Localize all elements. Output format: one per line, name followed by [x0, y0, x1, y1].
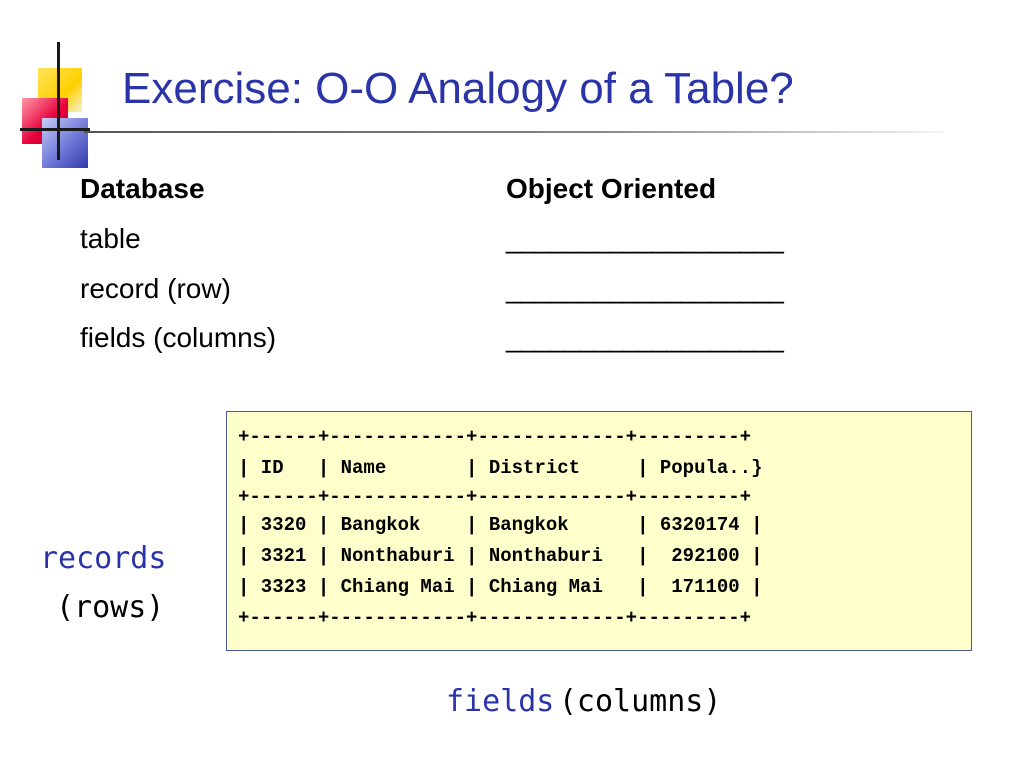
- decorative-blue-square: [42, 118, 88, 168]
- table-row: | 3323 | Chiang Mai | Chiang Mai | 171100 |: [238, 576, 763, 598]
- rows-label: (rows): [56, 590, 165, 625]
- decorative-vertical-line: [57, 42, 60, 160]
- blank-answer-fields: ___________________: [506, 322, 783, 353]
- row-label-fields: fields (columns): [80, 322, 277, 353]
- columns-label: (columns): [558, 684, 722, 719]
- table-header-row: | ID | Name | District | Popula..}: [238, 457, 763, 479]
- header-database: Database: [80, 173, 205, 204]
- fields-label: fields: [446, 684, 555, 719]
- table-row: | 3321 | Nonthaburi | Nonthaburi | 292100 |: [238, 545, 763, 567]
- fields-annotation: [446, 684, 721, 719]
- header-object-oriented: Object Oriented: [506, 173, 717, 204]
- decorative-horizontal-line: [20, 128, 90, 131]
- blank-answer-table: ___________________: [506, 223, 783, 254]
- table-border-mid: +------+------------+-------------+---------+: [238, 486, 752, 508]
- row-label-record: record (row): [80, 273, 231, 304]
- row-label-table: table: [80, 223, 141, 254]
- sql-result-table: [226, 411, 972, 651]
- blank-answer-record: ___________________: [506, 273, 783, 304]
- slide-title: Exercise: O-O Analogy of a Table?: [122, 64, 794, 113]
- table-row: | 3320 | Bangkok | Bangkok | 6320174 |: [238, 514, 763, 536]
- table-border-top: +------+------------+-------------+---------+: [238, 426, 752, 448]
- table-border-bottom: +------+------------+-------------+---------+: [238, 607, 752, 629]
- title-underline-rule: [84, 131, 944, 133]
- records-label: records: [40, 541, 167, 576]
